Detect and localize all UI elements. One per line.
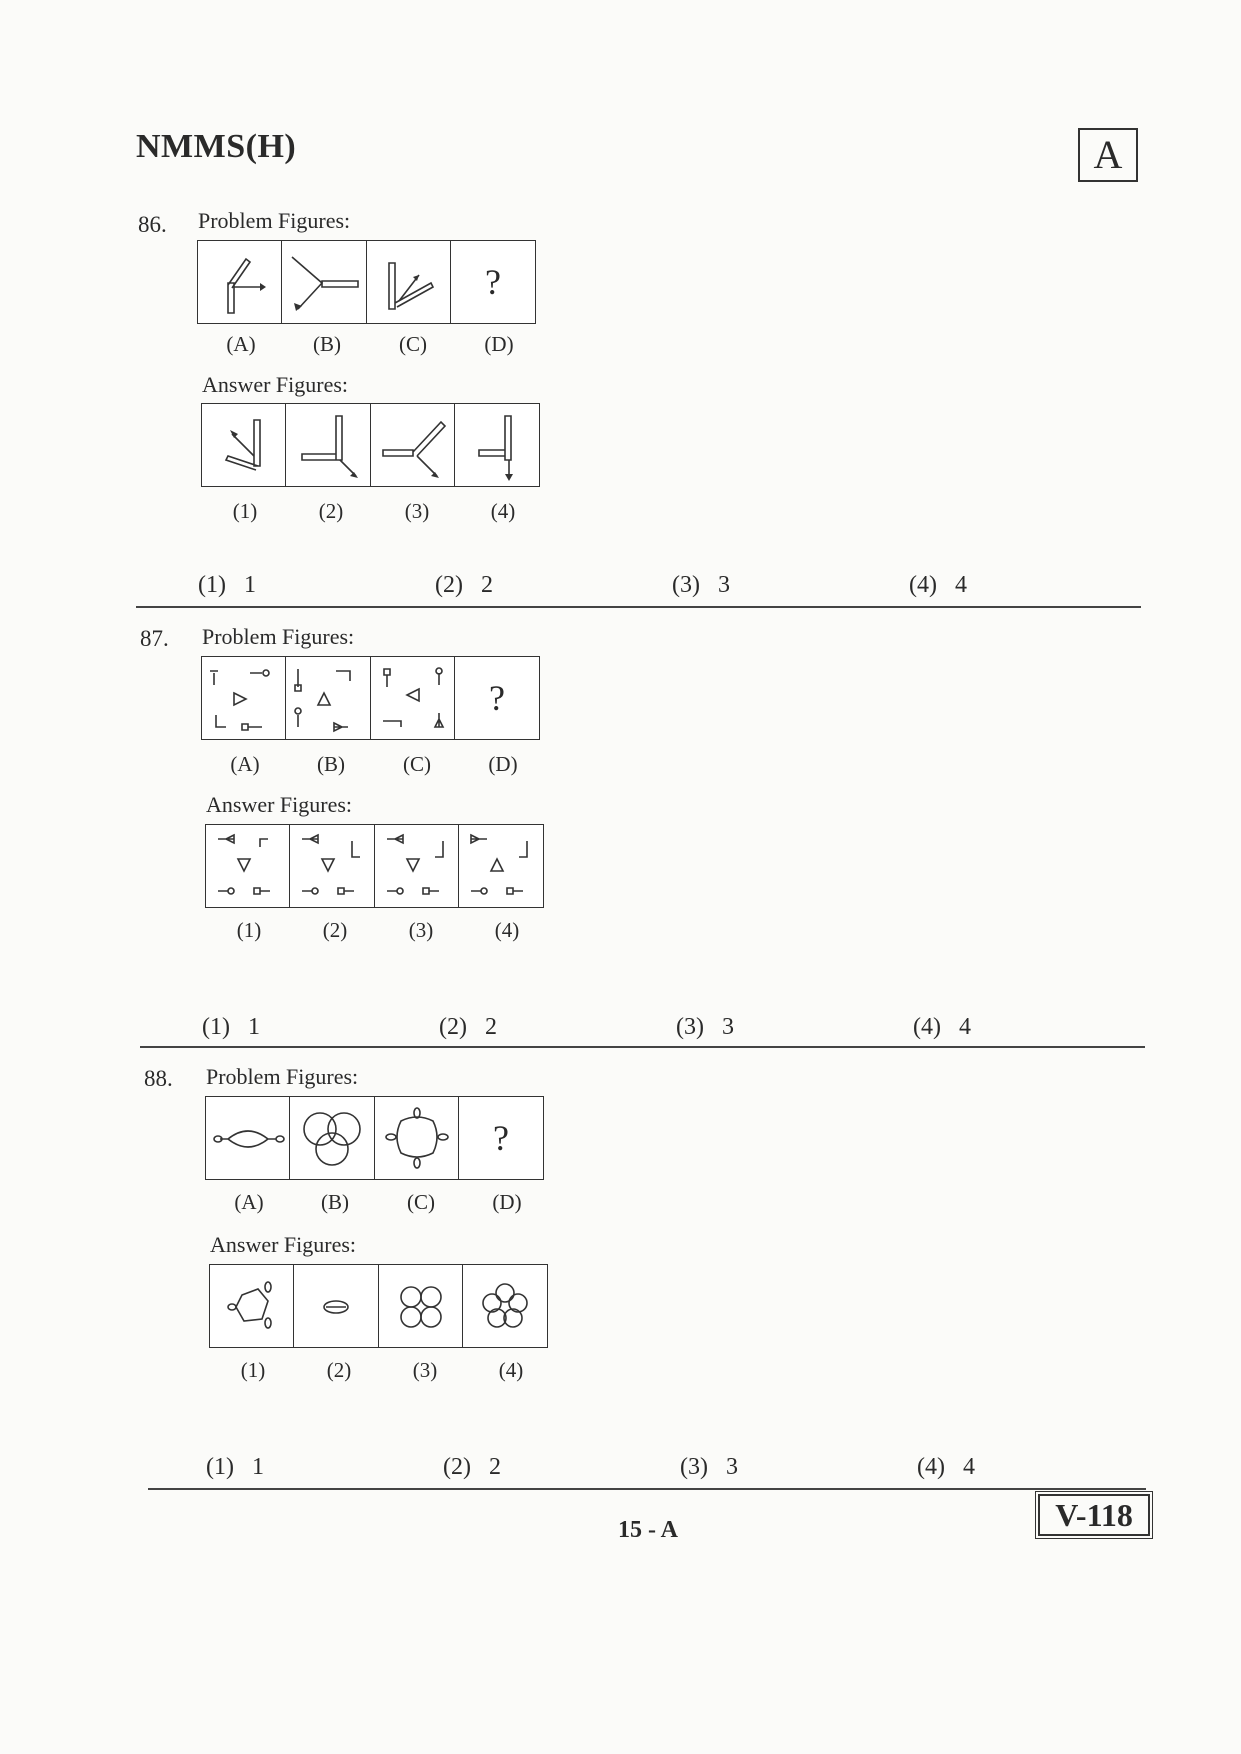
answer-figure-1[interactable]	[201, 403, 287, 487]
problem-figure-a	[197, 240, 283, 324]
divider	[148, 1488, 1146, 1490]
answer-options	[202, 1014, 1150, 1041]
caption: (A)	[230, 752, 260, 776]
answer-figure-2[interactable]	[289, 824, 375, 908]
caption: (1)	[236, 918, 262, 942]
caption: (1)	[240, 1358, 266, 1382]
answer-figures-label: Answer Figures:	[210, 1232, 357, 1257]
paper-code-box: V-118	[1038, 1494, 1150, 1536]
problem-figures	[198, 240, 536, 324]
problem-figure-d-missing: ?	[450, 240, 536, 324]
divider	[136, 606, 1141, 608]
option-2[interactable]: (2) 2	[439, 1014, 497, 1040]
set-code-box: A	[1078, 128, 1138, 182]
caption: (A)	[234, 1190, 264, 1214]
problem-figure-a	[201, 656, 287, 740]
divider	[140, 1046, 1145, 1048]
caption: (B)	[313, 332, 341, 356]
answer-figure-4[interactable]	[462, 1264, 548, 1348]
caption: (D)	[492, 1190, 522, 1214]
answer-figures	[206, 824, 544, 908]
caption: (4)	[494, 918, 520, 942]
question-number: 88.	[144, 1066, 173, 1091]
option-1[interactable]: (1) 1	[198, 572, 256, 598]
option-4[interactable]: (4) 4	[913, 1014, 971, 1040]
answer-figure-3[interactable]	[378, 1264, 464, 1348]
answer-figures-label: Answer Figures:	[202, 372, 349, 397]
problem-figure-c	[366, 240, 452, 324]
caption: (4)	[490, 499, 516, 523]
answer-captions	[206, 918, 550, 943]
problem-figures	[206, 1096, 544, 1180]
option-2[interactable]: (2) 2	[443, 1454, 501, 1480]
option-4[interactable]: (4) 4	[917, 1454, 975, 1480]
problem-figure-b	[285, 656, 371, 740]
problem-captions	[202, 752, 546, 777]
caption: (C)	[399, 332, 427, 356]
answer-figure-3[interactable]	[374, 824, 460, 908]
option-3[interactable]: (3) 3	[676, 1014, 734, 1040]
option-1[interactable]: (1) 1	[202, 1014, 260, 1040]
caption: (B)	[321, 1190, 349, 1214]
option-3[interactable]: (3) 3	[672, 572, 730, 598]
caption: (D)	[484, 332, 514, 356]
option-2[interactable]: (2) 2	[435, 572, 493, 598]
question-number: 87.	[140, 626, 169, 651]
problem-figures-label: Problem Figures:	[202, 624, 355, 649]
answer-figures	[202, 403, 540, 487]
answer-figure-3[interactable]	[370, 403, 456, 487]
option-3[interactable]: (3) 3	[680, 1454, 738, 1480]
answer-figure-4[interactable]	[458, 824, 544, 908]
caption: (3)	[412, 1358, 438, 1382]
problem-figures	[202, 656, 540, 740]
option-4[interactable]: (4) 4	[909, 572, 967, 598]
caption: (A)	[226, 332, 256, 356]
caption: (4)	[498, 1358, 524, 1382]
option-1[interactable]: (1) 1	[206, 1454, 264, 1480]
problem-figures-label: Problem Figures:	[206, 1064, 359, 1089]
caption: (D)	[488, 752, 518, 776]
page-number: 15 - A	[618, 1517, 678, 1543]
caption: (3)	[408, 918, 434, 942]
caption: (2)	[326, 1358, 352, 1382]
problem-captions	[206, 1190, 550, 1215]
caption: (3)	[404, 499, 430, 523]
caption: (C)	[407, 1190, 435, 1214]
answer-figures	[210, 1264, 548, 1348]
answer-figure-1[interactable]	[205, 824, 291, 908]
answer-figure-1[interactable]	[209, 1264, 295, 1348]
answer-figure-2[interactable]	[293, 1264, 379, 1348]
problem-figures-label: Problem Figures:	[198, 208, 351, 233]
answer-captions	[202, 499, 546, 524]
answer-options	[206, 1454, 1154, 1481]
problem-figure-b	[289, 1096, 375, 1180]
problem-figure-a	[205, 1096, 291, 1180]
problem-figure-d-missing: ?	[458, 1096, 544, 1180]
caption: (2)	[322, 918, 348, 942]
problem-figure-d-missing: ?	[454, 656, 540, 740]
caption: (C)	[403, 752, 431, 776]
problem-figure-c	[370, 656, 456, 740]
problem-figure-c	[374, 1096, 460, 1180]
answer-captions	[210, 1358, 554, 1383]
caption: (1)	[232, 499, 258, 523]
problem-figure-b	[281, 240, 367, 324]
paper-title: NMMS(H)	[136, 128, 297, 165]
caption: (2)	[318, 499, 344, 523]
answer-options	[198, 572, 1146, 599]
caption: (B)	[317, 752, 345, 776]
answer-figure-2[interactable]	[285, 403, 371, 487]
problem-captions	[198, 332, 542, 357]
answer-figure-4[interactable]	[454, 403, 540, 487]
answer-figures-label: Answer Figures:	[206, 792, 353, 817]
question-number: 86.	[138, 212, 167, 237]
